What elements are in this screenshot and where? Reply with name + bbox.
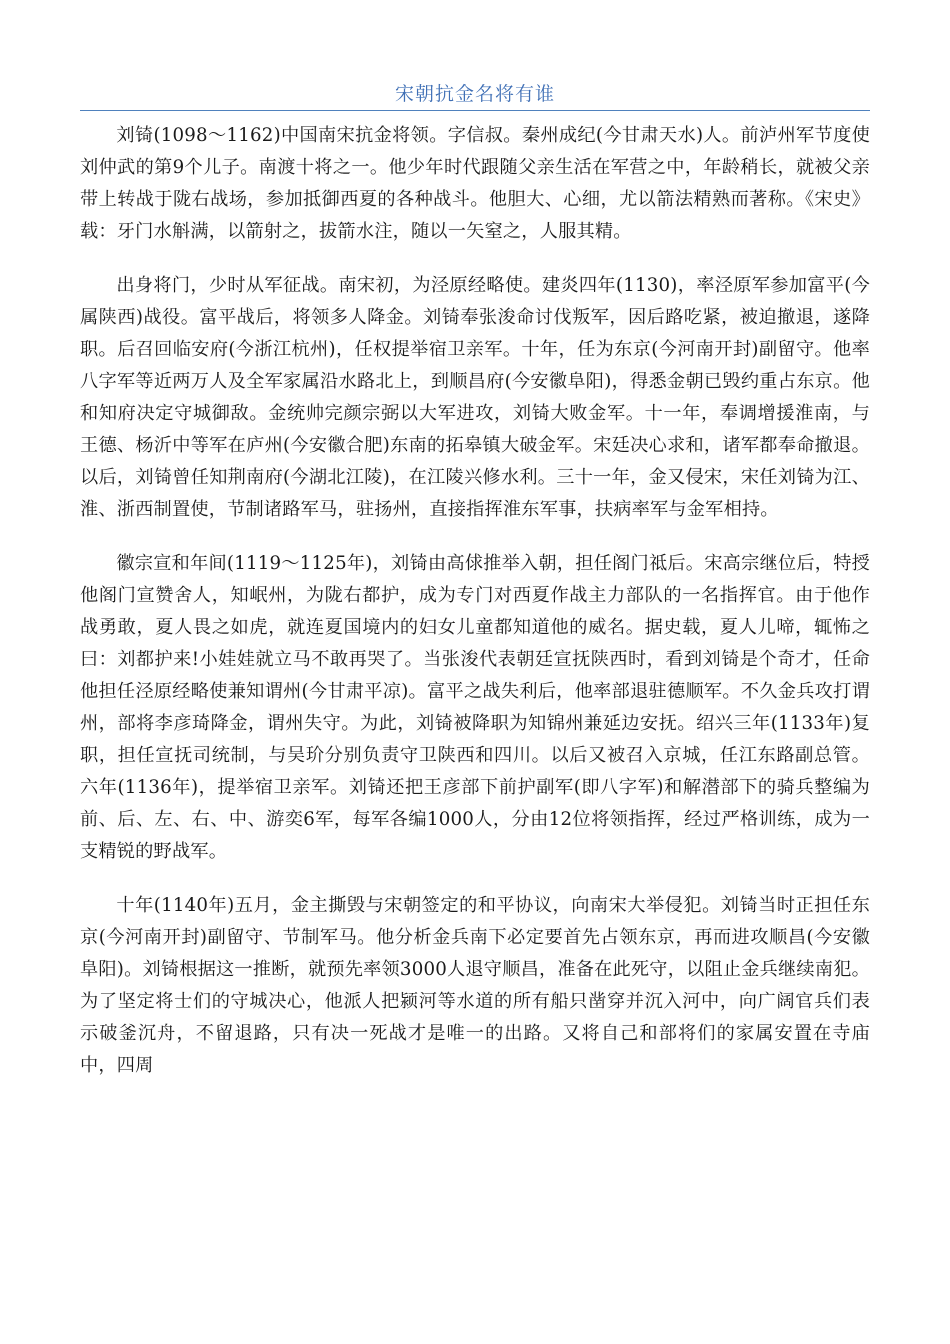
- document-header: [80, 78, 870, 111]
- document-title: 宋朝抗金名将有谁: [394, 83, 555, 105]
- paragraph-3: 徽宗宣和年间(1119～1125年)，刘锜由高俅推举入朝，担任阁门祗后。宋高宗继位后，特授他阁门宣赞舍人，知岷州，为陇右都护，成为专门对西夏作战主力部队的一名指挥官。由于他作战勇敢，夏人畏之如虎，就连夏国境内的妇女儿童都知道他的威名。据史载，夏人儿啼，辄怖之曰：刘都护来!小娃娃就立马不敢再哭了。当张浚代表朝廷宣抚陕西时，看到刘锜是个奇才，任命他担任泾原经略使兼知谓州(今甘肃平凉)。富平之战失利后，他率部退驻德顺军。不久金兵攻打谓州，部将李彦琦降金，谓州失守。为此，刘锜被降职为知锦州兼延边安抚。绍兴三年(1133年)复职，担任宣抚司统制，与吴玠分别负责守卫陕西和四川。以后又被召入京城，任江东路副总管。六年(1136年)，提举宿卫亲军。刘锜还把王彦部下前护副军(即八字军)和解潜部下的骑兵整编为前、后、左、右、中、游奕6军，每军各编1000人，分由12位将领指挥，经过严格训练，成为一支精锐的野战军。: [80, 553, 870, 862]
- paragraph-4: 十年(1140年)五月，金主撕毁与宋朝签定的和平协议，向南宋大举侵犯。刘锜当时正担任东京(今河南开封)副留守、节制军马。他分析金兵南下必定要首先占领东京，再而进攻顺昌(今安徽阜阳)。刘锜根据这一推断，就预先率领3000人退守顺昌，准备在此死守，以阻止金兵继续南犯。为了坚定将士们的守城决心，他派人把颍河等水道的所有船只凿穿并沉入河中，向广阔官兵们表示破釜沉舟，不留退路，只有决一死战才是唯一的出路。又将自己和部将们的家属安置在寺庙中，四周: [80, 895, 870, 1076]
- paragraph-2: 出身将门，少时从军征战。南宋初，为泾原经略使。建炎四年(1130)，率泾原军参加富平(今属陕西)战役。富平战后，将领多人降金。刘锜奉张浚命讨伐叛军，因后路吃紧，被迫撤退，遂降职。后召回临安府(今浙江杭州)，任权提举宿卫亲军。十年，任为东京(今河南开封)副留守。他率八字军等近两万人及全军家属沿水路北上，到顺昌府(今安徽阜阳)，得悉金朝已毁约重占东京。他和知府决定守城御敌。金统帅完颜宗弼以大军进攻，刘锜大败金军。十一年，奉调增援淮南，与王德、杨沂中等军在庐州(今安徽合肥)东南的拓皋镇大破金军。宋廷决心求和，诸军都奉命撤退。以后，刘锜曾任知荆南府(今湖北江陵)，在江陵兴修水利。三十一年，金又侵宋，宋任刘锜为江、淮、浙西制置使，节制诸路军马，驻扬州，直接指挥淮东军事，扶病率军与金军相持。: [80, 275, 870, 520]
- document-body: [80, 120, 870, 1104]
- paragraph-1: 刘锜(1098～1162)中国南宋抗金将领。字信叔。秦州成纪(今甘肃天水)人。前泸州军节度使刘仲武的第9个儿子。南渡十将之一。他少年时代跟随父亲生活在军营之中，年龄稍长，就被父亲带上转战于陇右战场，参加抵御西夏的各种战斗。他胆大、心细，尤以箭法精熟而著称。《宋史》载：牙门水斛满，以箭射之，拔箭水注，随以一矢窒之，人服其精。: [80, 125, 870, 242]
